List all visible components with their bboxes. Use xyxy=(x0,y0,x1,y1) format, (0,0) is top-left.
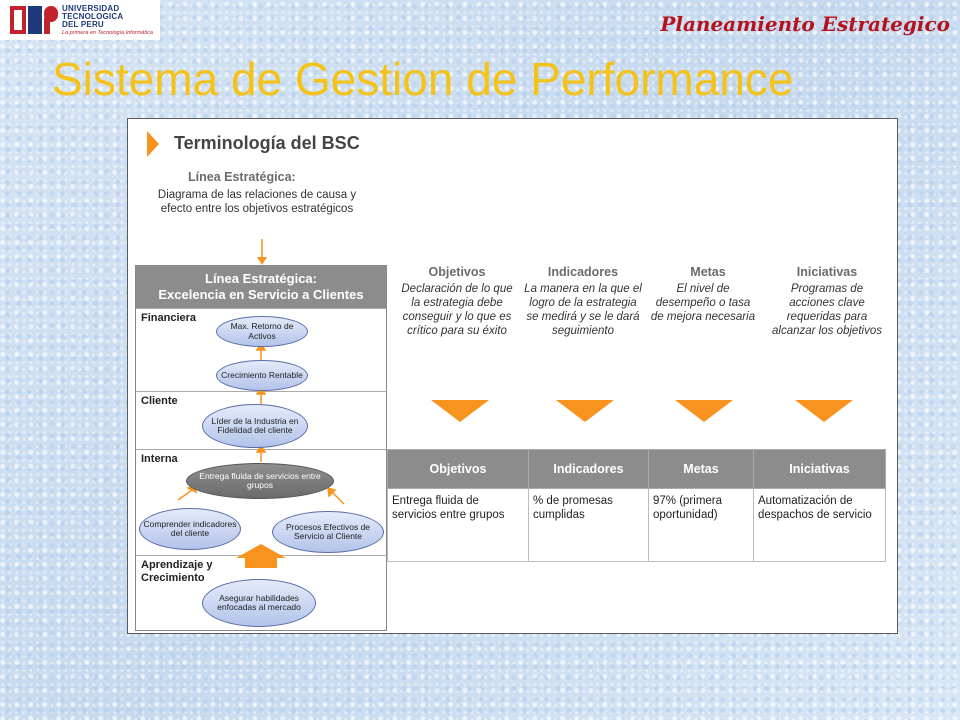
chevron-right-icon xyxy=(145,131,161,157)
bsc-diagram-panel xyxy=(127,118,898,634)
table-row xyxy=(388,489,886,562)
table-cell-objetivo: Entrega fluida de servicios entre grupos xyxy=(388,489,529,562)
slide-header-title: Planeamiento Estrategico xyxy=(660,12,950,36)
strategy-map-header-line-2: Excelencia en Servicio a Clientes xyxy=(158,287,364,302)
table-header-indicadores: Indicadores xyxy=(529,450,649,489)
oval-crecimiento-rentable: Crecimiento Rentable xyxy=(216,360,308,391)
perspective-label: Financiera xyxy=(141,312,197,324)
oval-procesos-efectivos: Procesos Efectivos de Servicio al Cliente xyxy=(272,511,384,553)
perspective-label: Interna xyxy=(141,453,178,465)
perspective-label: Aprendizaje y Crecimiento xyxy=(141,559,213,584)
logo-text xyxy=(62,5,123,29)
oval-entrega-fluida: Entrega fluida de servicios entre grupos xyxy=(186,463,334,499)
table-cell-meta: 97% (primera oportunidad) xyxy=(649,489,754,562)
table-header-objetivos: Objetivos xyxy=(388,450,529,489)
oval-comprender-indicadores: Comprender indicadores del cliente xyxy=(139,508,241,550)
strategic-line-description: Diagrama de las relaciones de causa y efecto entre los objetivos estratégicos xyxy=(157,189,357,215)
section-title: Terminología del BSC xyxy=(174,133,360,153)
oval-asegurar-habilidades: Asegurar habilidades enfocadas al mercado xyxy=(202,579,316,627)
table-header-row xyxy=(388,450,886,489)
column-desc-metas: El nivel de desempeño o tasa de mejora necesaria xyxy=(650,283,756,323)
column-desc-iniciativas: Programas de acciones clave requeridas para alcanzar los objetivos xyxy=(772,283,882,337)
column-heading-metas: Metas xyxy=(690,265,726,279)
column-heading-objetivos: Objetivos xyxy=(428,265,486,279)
column-heading-indicadores: Indicadores xyxy=(547,265,619,279)
column-desc-indicadores: La manera en la que el logro de la estrategia se medirá y se le dará seguimiento xyxy=(524,283,642,337)
strategic-line-heading: Línea Estratégica: xyxy=(188,170,296,184)
logo-line-1: UNIVERSIDAD xyxy=(62,4,120,13)
utp-logo-icon xyxy=(8,4,60,36)
table-header-iniciativas: Iniciativas xyxy=(754,450,886,489)
strategy-map-box xyxy=(135,265,387,631)
strategy-map-header-line-1: Línea Estratégica: xyxy=(205,271,317,286)
oval-max-retorno: Max. Retorno de Activos xyxy=(216,316,308,347)
triangle-down-icon xyxy=(675,400,733,422)
arrow-down-icon xyxy=(256,239,268,265)
bsc-table xyxy=(387,449,886,562)
table-cell-iniciativa: Automatización de despachos de servicio xyxy=(754,489,886,562)
perspective-label: Cliente xyxy=(141,395,178,407)
triangle-down-icon xyxy=(556,400,614,422)
slide-title: Sistema de Gestion de Performance xyxy=(52,53,794,105)
column-desc-objetivos: Declaración de lo que la estrategia debe conseguir y lo que es crítico para su éxito xyxy=(401,283,513,337)
table-cell-indicador: % de promesas cumplidas xyxy=(529,489,649,562)
oval-lider-industria: Líder de la Industria en Fidelidad del cliente xyxy=(202,404,308,448)
logo-tagline: La primera en Tecnología Informática xyxy=(62,30,153,36)
triangle-down-icon xyxy=(431,400,489,422)
university-logo xyxy=(0,0,160,40)
logo-line-2: TECNOLOGICA xyxy=(62,12,124,21)
logo-line-3: DEL PERU xyxy=(62,20,104,29)
column-heading-iniciativas: Iniciativas xyxy=(796,265,858,279)
table-header-metas: Metas xyxy=(649,450,754,489)
triangle-down-icon xyxy=(795,400,853,422)
